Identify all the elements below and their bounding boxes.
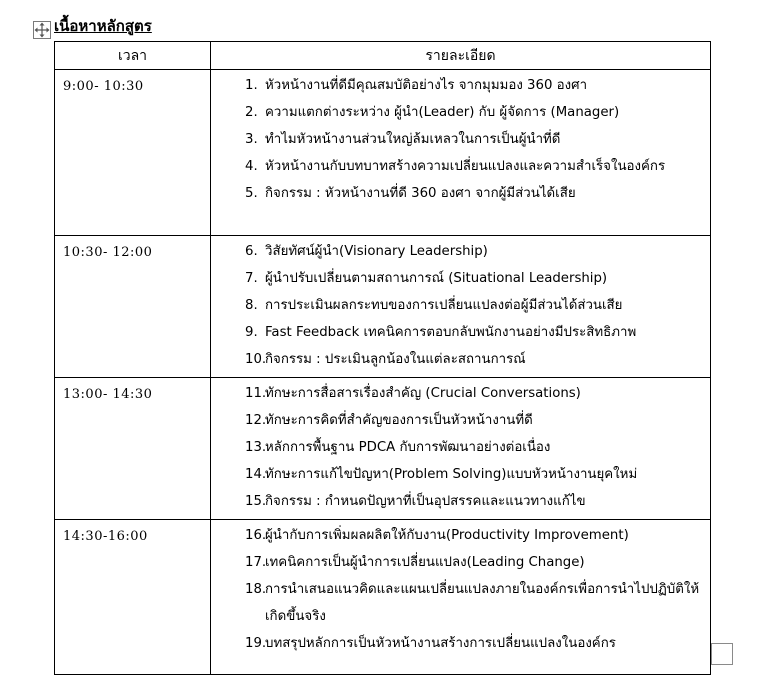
item-number: 12. — [245, 413, 267, 428]
agenda-item — [211, 319, 704, 346]
item-number: 4. — [245, 159, 258, 174]
item-number: 18. — [245, 582, 267, 597]
agenda-item — [211, 522, 704, 549]
item-number: 5. — [245, 186, 258, 201]
agenda-item — [211, 265, 704, 292]
item-text: การนำเสนอแนวคิดและแผนเปลี่ยนแปลงภายในองค์กรเพื่อการนำไปปฏิบัติให้เกิดขึ้นจริง — [265, 582, 700, 624]
agenda-item — [211, 461, 704, 488]
table-resize-handle[interactable] — [711, 643, 733, 665]
section-heading: เนื้อหาหลักสูตร — [54, 17, 152, 35]
agenda-item — [211, 549, 704, 576]
time-slot: 14:30-16:00 — [55, 520, 211, 675]
agenda-item — [211, 346, 704, 373]
header-time: เวลา — [55, 42, 211, 70]
item-number: 14. — [245, 467, 267, 482]
agenda-item — [211, 380, 704, 407]
item-text: ทักษะการแก้ไขปัญหา(Problem Solving)แบบหัวหน้างานยุคใหม่ — [265, 467, 638, 482]
table-move-handle[interactable] — [33, 21, 51, 39]
item-number: 17. — [245, 555, 267, 570]
agenda-item — [211, 153, 704, 180]
item-text: ความแตกต่างระหว่าง ผู้นำ(Leader) กับ ผู้จัดการ (Manager) — [265, 105, 620, 120]
item-number: 19. — [245, 636, 267, 651]
item-text: กิจกรรม : ประเมินลูกน้องในแต่ละสถานการณ์ — [265, 352, 526, 367]
agenda-list — [211, 238, 704, 373]
detail-cell — [211, 378, 711, 520]
item-number: 1. — [245, 78, 258, 93]
agenda-list — [211, 380, 704, 515]
item-number: 7. — [245, 271, 258, 286]
item-text: ทักษะการคิดที่สำคัญของการเป็นหัวหน้างานที่ดี — [265, 413, 533, 428]
agenda-item — [211, 488, 704, 515]
item-number: 6. — [245, 244, 258, 259]
agenda-item — [211, 407, 704, 434]
item-number: 9. — [245, 325, 258, 340]
item-text: กิจกรรม : หัวหน้างานที่ดี 360 องศา จากผู้มีส่วนได้เสีย — [265, 186, 576, 201]
time-slot: 10:30- 12:00 — [55, 236, 211, 378]
table-row — [55, 378, 711, 520]
time-slot: 9:00- 10:30 — [55, 70, 211, 236]
header-detail: รายละเอียด — [211, 42, 711, 70]
schedule-table — [54, 41, 711, 675]
detail-cell — [211, 520, 711, 675]
item-number: 15. — [245, 494, 267, 509]
agenda-item — [211, 434, 704, 461]
agenda-item — [211, 238, 704, 265]
agenda-item — [211, 630, 704, 657]
detail-cell — [211, 236, 711, 378]
agenda-item — [211, 72, 704, 99]
item-text: หัวหน้างานที่ดีมีคุณสมบัติอย่างไร จากมุมมอง 360 องศา — [265, 78, 588, 93]
table-row — [55, 70, 711, 236]
item-text: ทำไมหัวหน้างานส่วนใหญ่ล้มเหลวในการเป็นผู้นำที่ดี — [265, 132, 561, 147]
item-number: 16. — [245, 528, 267, 543]
item-number: 10. — [245, 352, 267, 367]
item-text: เทคนิคการเป็นผู้นำการเปลี่ยนแปลง(Leading Change) — [265, 555, 585, 570]
table-header-row — [55, 42, 711, 70]
item-text: Fast Feedback เทคนิคการตอบกลับพนักงานอย่างมีประสิทธิภาพ — [265, 325, 637, 340]
item-number: 13. — [245, 440, 267, 455]
item-text: หลักการพื้นฐาน PDCA กับการพัฒนาอย่างต่อเนื่อง — [265, 440, 551, 455]
agenda-list — [211, 522, 704, 657]
agenda-item — [211, 99, 704, 126]
item-text: ผู้นำปรับเปลี่ยนตามสถานการณ์ (Situational Leadership) — [265, 271, 608, 286]
detail-cell — [211, 70, 711, 236]
item-number: 11. — [245, 386, 267, 401]
item-text: ทักษะการสื่อสารเรื่องสำคัญ (Crucial Conversations) — [265, 386, 581, 401]
item-text: วิสัยทัศน์ผู้นำ(Visionary Leadership) — [265, 244, 488, 259]
item-number: 2. — [245, 105, 258, 120]
move-arrows-icon — [34, 22, 50, 38]
item-text: หัวหน้างานกับบทบาทสร้างความเปลี่ยนแปลงและความสำเร็จในองค์กร — [265, 159, 666, 174]
item-text: กิจกรรม : กำหนดปัญหาที่เป็นอุปสรรคและแนวทางแก้ไข — [265, 494, 586, 509]
agenda-item — [211, 292, 704, 319]
table-row — [55, 520, 711, 675]
time-slot: 13:00- 14:30 — [55, 378, 211, 520]
table-row — [55, 236, 711, 378]
agenda-list — [211, 72, 704, 207]
agenda-item — [211, 576, 704, 630]
item-number: 8. — [245, 298, 258, 313]
agenda-item — [211, 180, 704, 207]
item-text: บทสรุปหลักการเป็นหัวหน้างานสร้างการเปลี่ยนแปลงในองค์กร — [265, 636, 616, 651]
item-text: ผู้นำกับการเพิ่มผลผลิตให้กับงาน(Productivity Improvement) — [265, 528, 629, 543]
item-text: การประเมินผลกระทบของการเปลี่ยนแปลงต่อผู้มีส่วนได้ส่วนเสีย — [265, 298, 623, 313]
agenda-item — [211, 126, 704, 153]
item-number: 3. — [245, 132, 258, 147]
